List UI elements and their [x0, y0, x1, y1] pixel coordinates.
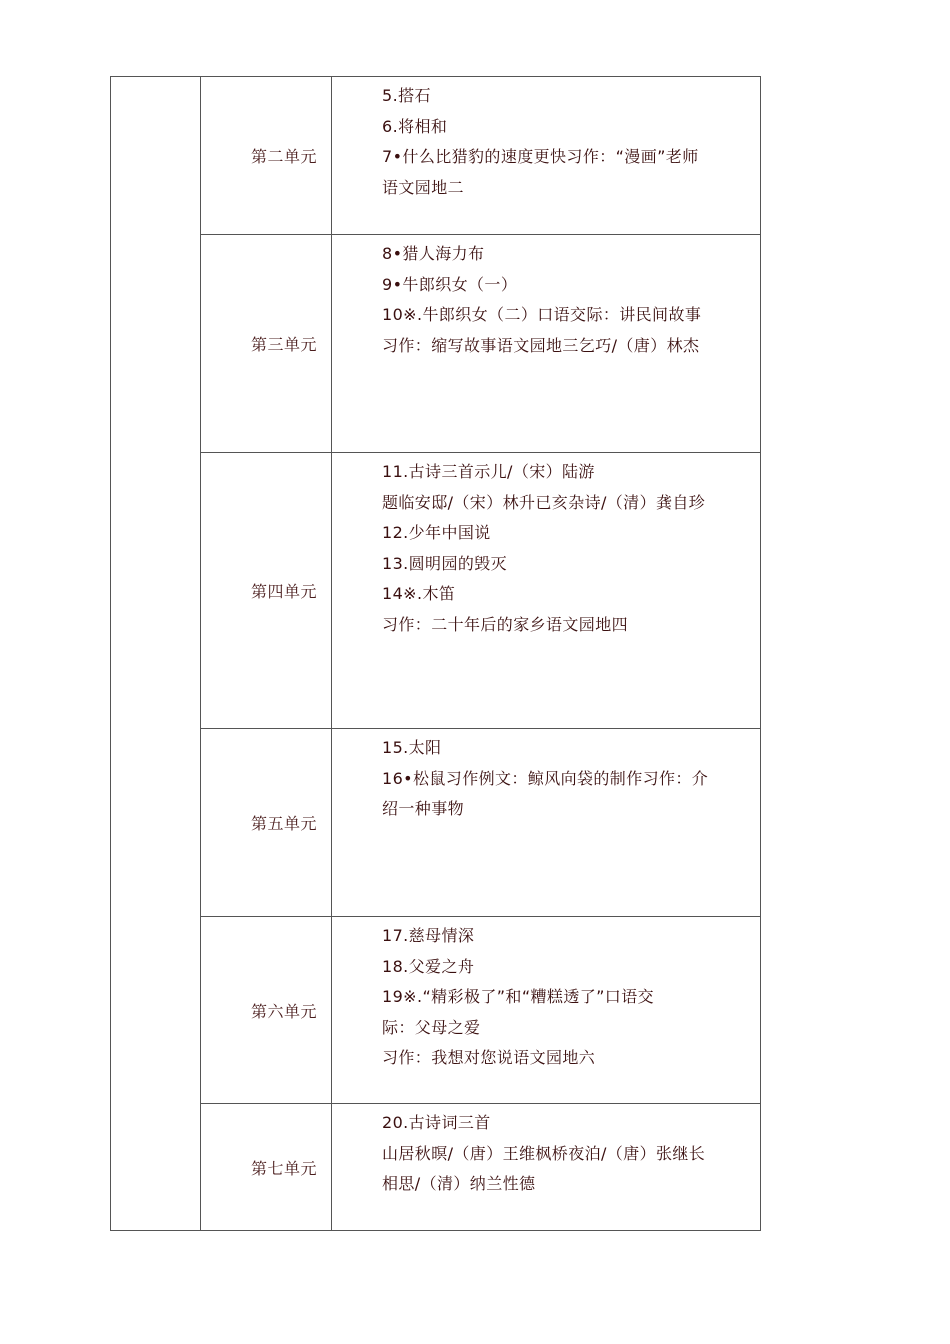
lesson-line: 际：父母之爱 [382, 1017, 481, 1037]
unit-name: 第五单元 [201, 729, 332, 917]
lesson-line: 10※.牛郎织女（二）口语交际：讲民间故事 [382, 305, 702, 324]
unit-lesson-table [110, 76, 761, 1231]
lesson-line: 7•什么比猎豹的速度更快习作：“漫画”老师 [382, 147, 699, 166]
table-row [111, 729, 761, 917]
lesson-line: 5.搭石 [382, 86, 431, 105]
lesson-line: 11.古诗三首示儿/（宋）陆游 [382, 462, 595, 481]
lesson-list [332, 729, 761, 917]
lesson-line: 15.太阳 [382, 738, 442, 757]
table-row [111, 917, 761, 1104]
lesson-line: 12.少年中国说 [382, 523, 491, 542]
table-row [111, 1104, 761, 1231]
lesson-line: 习作：二十年后的家乡语文园地四 [382, 614, 629, 634]
blank-left-column-cell [111, 77, 201, 1231]
lesson-line: 20.古诗词三首 [382, 1113, 491, 1132]
lesson-line: 习作：缩写故事语文园地三乞巧/（唐）林杰 [382, 335, 700, 355]
lesson-line: 相思/（清）纳兰性德 [382, 1174, 536, 1193]
lesson-line: 题临安邸/（宋）林升已亥杂诗/（清）龚自珍 [382, 492, 706, 512]
lesson-line: 绍一种事物 [382, 799, 465, 818]
lesson-list [332, 917, 761, 1104]
lesson-line: 19※.“精彩极了”和“糟糕透了”口语交 [382, 987, 655, 1006]
unit-name: 第二单元 [201, 77, 332, 235]
unit-name: 第七单元 [201, 1104, 332, 1231]
lesson-line: 语文园地二 [382, 177, 465, 197]
unit-name: 第四单元 [201, 453, 332, 729]
lesson-line: 山居秋暝/（唐）王维枫桥夜泊/（唐）张继长 [382, 1143, 706, 1163]
table-row [111, 453, 761, 729]
table-row [111, 77, 761, 235]
unit-name: 第六单元 [201, 917, 332, 1104]
lesson-list [332, 453, 761, 729]
lesson-line: 9•牛郎织女（一） [382, 274, 518, 294]
lesson-line: 18.父爱之舟 [382, 956, 475, 976]
lesson-line: 习作：我想对您说语文园地六 [382, 1048, 596, 1067]
lesson-list [332, 235, 761, 453]
lesson-line: 16•松鼠习作例文：鲸风向袋的制作习作：介 [382, 768, 709, 788]
lesson-line: 17.慈母情深 [382, 926, 475, 945]
lesson-line: 13.圆明园的毁灭 [382, 553, 508, 573]
table-row [111, 235, 761, 453]
lesson-list [332, 77, 761, 235]
lesson-list [332, 1104, 761, 1231]
lesson-line: 8•猎人海力布 [382, 244, 485, 263]
lesson-line: 14※.木笛 [382, 584, 456, 603]
lesson-line: 6.将相和 [382, 116, 448, 136]
unit-name: 第三单元 [201, 235, 332, 453]
